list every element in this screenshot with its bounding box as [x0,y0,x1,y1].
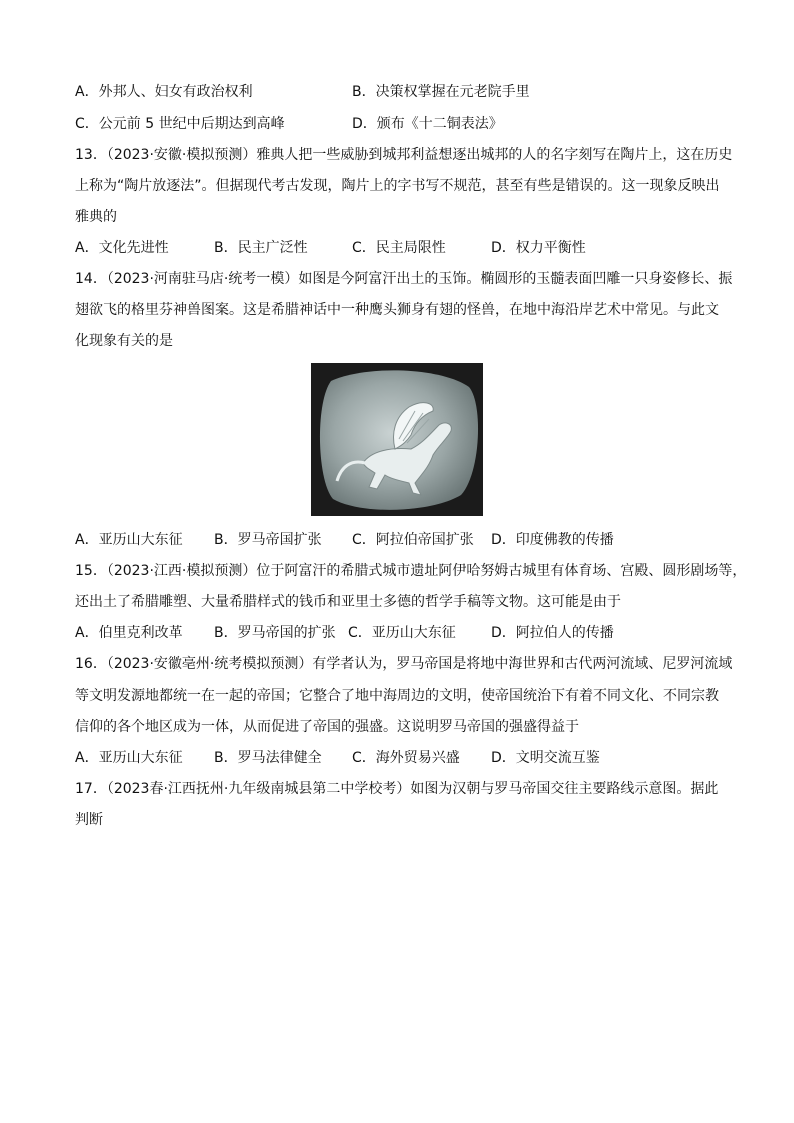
q13-stem-line-3: 雅典的 [75,209,117,225]
griffin-seal-illustration [311,363,483,516]
q16-stem-line-1: 16．（2023·安徽亳州·统考模拟预测）有学者认为，罗马帝国是将地中海世界和古代两河流域、尼罗河流域 [75,656,733,672]
griffin-jade-image [311,363,483,516]
q13-stem-line-2: 上称为“陶片放逐法”。但据现代考古发现，陶片上的字书写不规范，甚至有些是错误的。这一现象反映出 [75,178,720,194]
q16-stem-line-3: 信仰的各个地区成为一体，从而促进了帝国的强盛。这说明罗马帝国的强盛得益于 [75,719,579,735]
q16-option-c: C．海外贸易兴盛 [352,750,460,766]
q14-option-b: B．罗马帝国扩张 [214,532,322,548]
q17-stem-line-2: 判断 [75,812,103,828]
q13-option-c: C．民主局限性 [352,240,446,256]
q13-option-b: B．民主广泛性 [214,240,308,256]
q16-stem-line-2: 等文明发源地都统一在一起的帝国；它整合了地中海周边的文明，使帝国统治下有着不同文化、不同宗教 [75,688,719,704]
q15-option-d: D．阿拉伯人的传播 [491,625,614,641]
q16-option-d: D．文明交流互鉴 [491,750,600,766]
q15-option-a: A．伯里克利改革 [75,625,183,641]
q14-stem-line-2: 翅欲飞的格里芬神兽图案。这是希腊神话中一种鹰头狮身有翅的怪兽，在地中海沿岸艺术中常见。与此文 [75,302,719,318]
q14-option-c: C．阿拉伯帝国扩张 [352,532,474,548]
q12-option-b: B．决策权掌握在元老院手里 [352,84,530,100]
q14-option-d: D．印度佛教的传播 [491,532,614,548]
q12-option-a: A．外邦人、妇女有政治权利 [75,84,253,100]
q13-stem-line-1: 13．（2023·安徽·模拟预测）雅典人把一些威胁到城邦利益想逐出城邦的人的名字刻写在陶片上，这在历史 [75,147,733,163]
q15-stem-line-1: 15．（2023·江西·模拟预测）位于阿富汗的希腊式城市遗址阿伊哈努姆古城里有体育场、宫殿、圆形剧场等， [75,563,747,579]
q12-option-c: C．公元前 5 世纪中后期达到高峰 [75,116,285,132]
q14-stem-line-1: 14．（2023·河南驻马店·统考一模）如图是今阿富汗出土的玉饰。椭圆形的玉髓表面凹雕一只身姿修长、振 [75,271,733,287]
q12-option-d: D．颁布《十二铜表法》 [352,116,503,132]
q13-option-d: D．权力平衡性 [491,240,586,256]
q15-option-c: C．亚历山大东征 [348,625,456,641]
q17-stem-line-1: 17．（2023春·江西抚州·九年级南城县第二中学校考）如图为汉朝与罗马帝国交往主要路线示意图。据此 [75,781,719,797]
q15-stem-line-2: 还出土了希腊雕塑、大量希腊样式的钱币和亚里士多德的哲学手稿等文物。这可能是由于 [75,594,621,610]
q14-option-a: A．亚历山大东征 [75,532,183,548]
q15-option-b: B．罗马帝国的扩张 [214,625,336,641]
q16-option-b: B．罗马法律健全 [214,750,322,766]
q14-stem-line-3: 化现象有关的是 [75,333,173,349]
q13-option-a: A．文化先进性 [75,240,169,256]
q16-option-a: A．亚历山大东征 [75,750,183,766]
